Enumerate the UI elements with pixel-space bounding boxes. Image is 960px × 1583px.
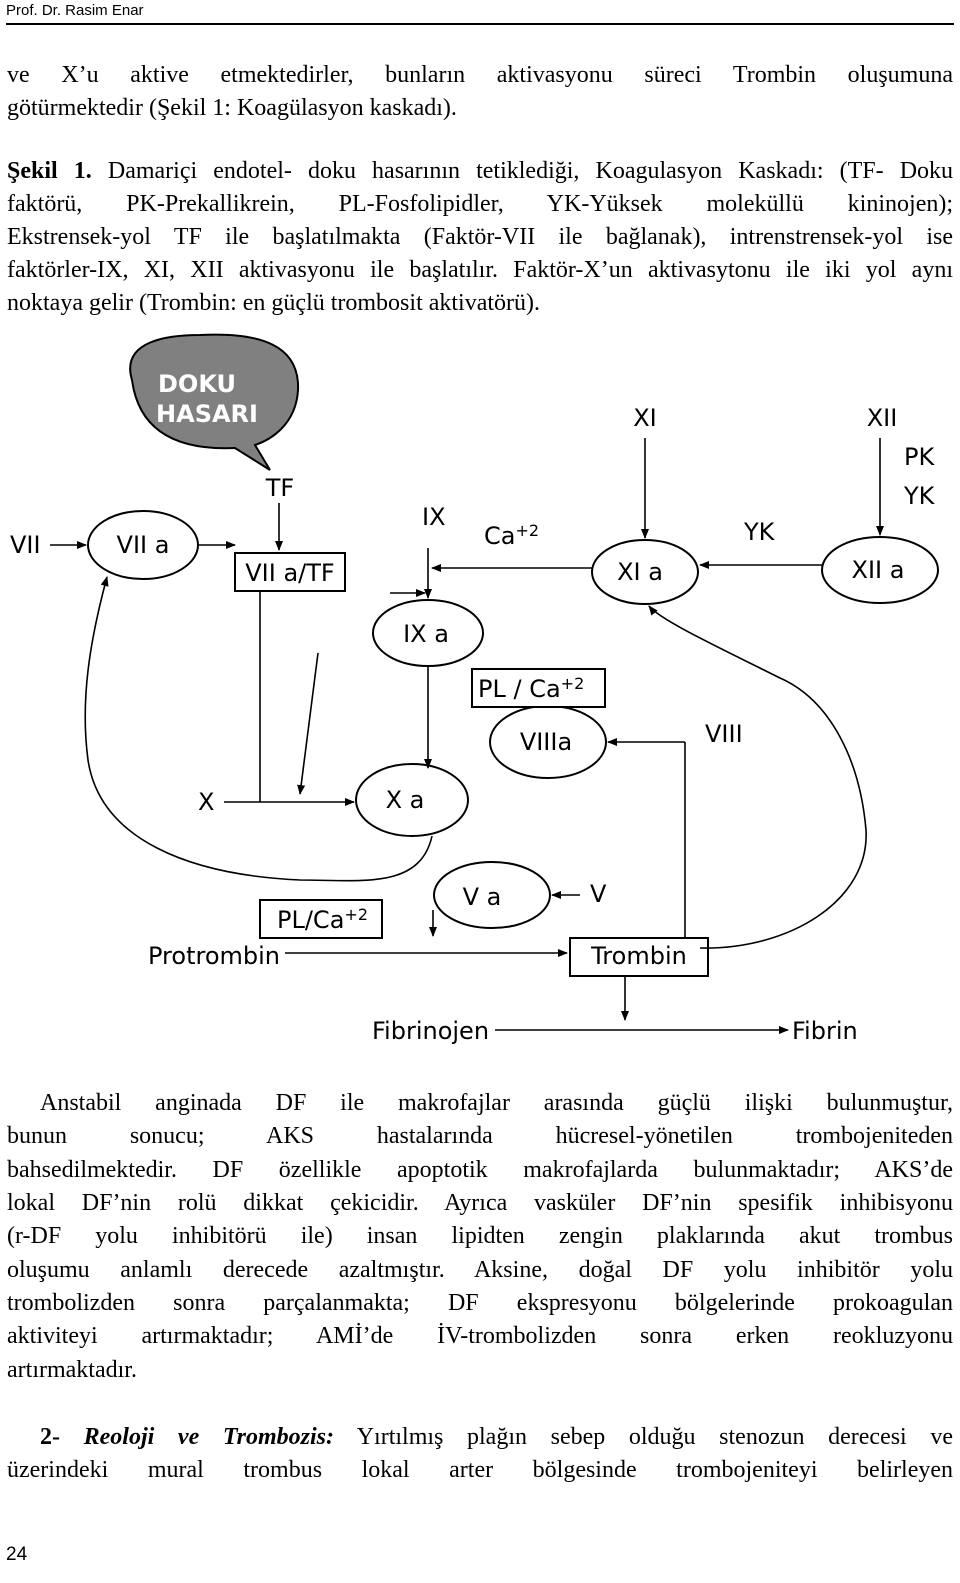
section-line-1: 2- Reoloji ve Trombozis: Yırtılmış plağın sebep olduğu stenozun derecesi ve <box>40 1424 953 1450</box>
body-line-7: trombolizden sonra parçalanmakta; DF ekspresyonu bölgelerinde prokoagulan <box>7 1290 953 1316</box>
label-vii: VII <box>10 531 41 559</box>
page-number: 24 <box>6 1544 28 1565</box>
label-plca: PL / $Ca^{+2}$ <box>478 674 585 703</box>
coagulation-cascade-figure <box>0 318 960 1063</box>
label-yk-side: YK <box>904 482 935 510</box>
caption-label: Şekil 1. <box>7 158 92 184</box>
label-xa: X a <box>385 786 425 814</box>
body-line-9: artırmaktadır. <box>7 1357 137 1383</box>
body-line-8: aktiviteyi artırmaktadır; AMİ’de İV-trombolizden sonra erken reokluzyonu <box>7 1323 953 1349</box>
body-line-3: bahsedilmektedir. DF özellikle apoptotik makrofajlarda bulunmaktadır; AKS’de <box>7 1157 953 1183</box>
running-header: Prof. Dr. Rasim Enar <box>6 2 144 19</box>
body-line-2: bunun sonucu; AKS hastalarında hücresel-yönetilen trombojeniteden <box>7 1123 953 1149</box>
label-ca: $Ca^{+2}$ <box>484 521 540 550</box>
label-x: X <box>198 788 215 816</box>
label-fibrin: Fibrin <box>792 1017 858 1045</box>
label-viiia: VIIIa <box>519 728 573 756</box>
label-v: V <box>590 880 607 908</box>
label-xia: XI a <box>617 558 663 586</box>
label-va: V a <box>462 883 502 911</box>
section-title: Reoloji ve Trombozis: <box>83 1424 334 1450</box>
coagulation-cascade-diagram <box>0 318 960 1063</box>
label-protrombin: Protrombin <box>148 942 280 970</box>
diagram-labels <box>10 404 936 1045</box>
body-line-5: (r-DF yolu inhibitörü ile) insan lipidten zengin plaklarında akut trombus <box>7 1223 953 1249</box>
label-viiatf: VII a/TF <box>245 559 335 587</box>
body-line-4: lokal DF’nin rolü dikkat çekicidir. Ayrıca vasküler DF’nin spesifik inhibisyonu <box>7 1190 953 1216</box>
caption-line-2: faktörü, PK-Prekallikrein, PL-Fosfolipidler, YK-Yüksek moleküllü kininojen); <box>7 191 953 217</box>
caption-line-4: faktörler-IX, XI, XII aktivasyonu ile başlatılır. Faktör-X’un aktivasytonu ile iki yol aynı <box>7 257 953 283</box>
section-line-2: üzerindeki mural trombus lokal arter bölgesinde trombojeniteyi belirleyen <box>7 1457 953 1483</box>
label-fibrinojen: Fibrinojen <box>372 1017 490 1045</box>
tissue-damage-bubble <box>130 335 298 470</box>
label-pk: PK <box>904 443 935 471</box>
caption-line-3: Ekstrensek-yol TF ile başlatılmakta (Faktör-VII ile bağlanak), intrenstrensek-yol ise <box>7 224 953 250</box>
intro-line-2: götürmektedir (Şekil 1: Koagülasyon kaskadı). <box>7 95 457 121</box>
section-number: 2- <box>40 1424 60 1450</box>
label-trombin: Trombin <box>591 942 687 970</box>
caption-line-5: noktaya gelir (Trombin: en güçlü trombosit aktivatörü). <box>7 290 541 316</box>
label-viia: VII a <box>116 531 170 559</box>
body-line-1: Anstabil anginada DF ile makrofajlar arasında güçlü ilişki bulunmuştur, <box>40 1090 953 1116</box>
bubble-text-1: DOKU <box>158 370 236 398</box>
label-yk: YK <box>744 518 775 546</box>
intro-line-1: ve X’u aktive etmektedirler, bunların aktivasyonu süreci Trombin oluşumuna <box>7 62 953 88</box>
label-ixa: IX a <box>403 620 449 648</box>
label-xiia: XII a <box>851 556 905 584</box>
header-rule <box>6 23 954 25</box>
body-line-6: oluşumu anlamlı derecede azaltmıştır. Aksine, doğal DF yolu inhibitör yolu <box>7 1257 953 1283</box>
label-xi: XI <box>633 404 657 432</box>
label-xii: XII <box>866 404 898 432</box>
caption-line-1: Şekil 1. Damariçi endotel- doku hasarının tetiklediği, Koagulasyon Kaskadı: (TF- Doku <box>7 158 954 184</box>
label-plca2: $PL/Ca^{+2}$ <box>277 905 368 934</box>
label-viii: VIII <box>705 720 743 748</box>
bubble-text-2: HASARI <box>156 400 258 428</box>
label-ix: IX <box>422 503 446 531</box>
label-tf: TF <box>265 474 295 502</box>
